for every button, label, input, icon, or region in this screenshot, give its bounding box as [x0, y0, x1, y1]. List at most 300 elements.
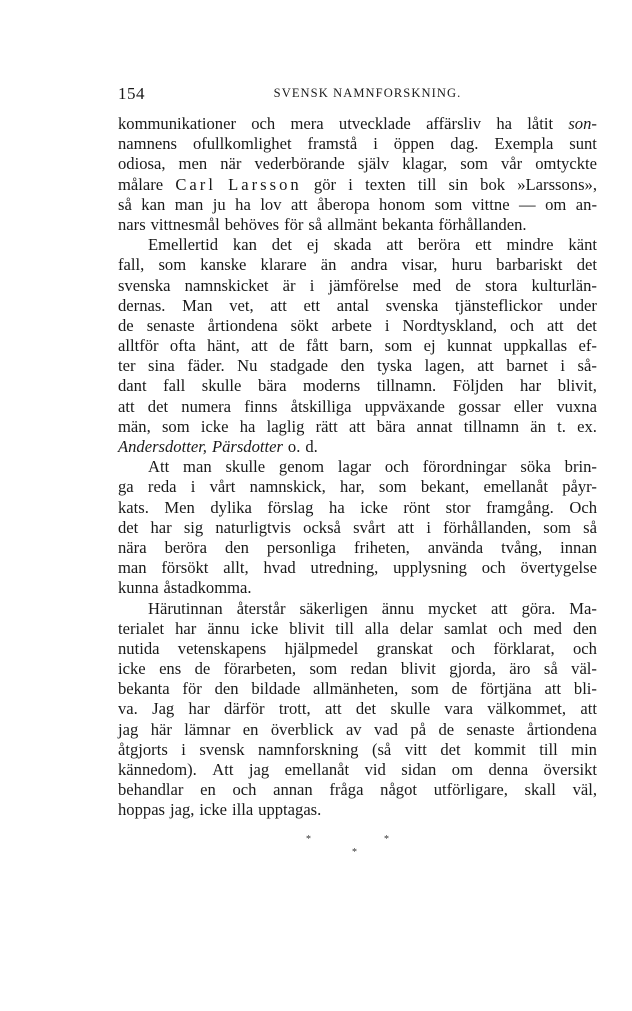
text-line: [118, 720, 597, 740]
word: låtit: [527, 114, 554, 133]
word: de: [438, 719, 455, 739]
word: namnskicket: [184, 275, 269, 295]
text-line: [118, 316, 597, 336]
word: för: [284, 214, 304, 234]
word: emellanåt: [284, 760, 350, 779]
word: vittne: [471, 194, 510, 214]
word: blivit,: [557, 376, 597, 396]
text-line: [118, 134, 597, 154]
word: män,: [118, 416, 151, 436]
word: kan: [232, 235, 257, 255]
word: sin: [448, 174, 468, 194]
text-line: [118, 195, 597, 215]
word: i: [190, 477, 196, 497]
word: kunna: [118, 578, 159, 598]
word: min: [571, 739, 597, 759]
text-line: [118, 679, 597, 699]
word: Och: [569, 497, 597, 517]
word: dylika: [210, 497, 252, 517]
word: att: [397, 517, 415, 537]
word: sidan: [401, 760, 437, 779]
word: skulle: [225, 457, 266, 477]
word: dag.: [450, 134, 479, 154]
word: ej: [423, 336, 436, 356]
word: kunnat: [447, 336, 493, 356]
word: rönt: [403, 497, 431, 517]
word: honom: [379, 194, 426, 214]
word: åtgjorts: [118, 739, 168, 759]
word: ha: [239, 416, 256, 436]
word: man: [183, 457, 212, 477]
word: att: [547, 315, 564, 335]
word: allt,: [223, 558, 249, 578]
word: vetenskapens: [177, 638, 267, 658]
word: uppväxande: [364, 396, 445, 416]
word: d.: [305, 437, 318, 456]
word: kommit: [474, 739, 526, 759]
word: dernas.: [118, 295, 166, 315]
word: utvecklade: [338, 114, 411, 133]
word: själv: [357, 154, 390, 174]
word: ett: [475, 235, 492, 255]
word: med: [412, 275, 442, 295]
word: genom: [278, 457, 325, 477]
word: de: [194, 659, 211, 679]
word: mera: [290, 114, 324, 133]
word: förslag: [267, 497, 314, 517]
word: jämförelse: [328, 275, 399, 295]
word: ga: [118, 477, 134, 497]
word: har: [519, 376, 542, 396]
word: blivit: [289, 618, 325, 638]
body-text: [118, 114, 597, 821]
word: och: [451, 638, 476, 658]
asterism-star: *: [306, 834, 311, 845]
word: och: [498, 618, 523, 638]
word: med: [533, 618, 562, 638]
text-line: [118, 477, 597, 497]
word: bekanta: [118, 679, 170, 699]
word: vad: [374, 719, 398, 739]
word: behandlar: [118, 780, 184, 800]
word: vederbörande: [254, 154, 345, 174]
word: att: [270, 295, 287, 315]
word: som: [543, 517, 571, 537]
word: ha: [496, 114, 512, 133]
text-line: [118, 599, 597, 619]
word: t.: [557, 416, 566, 436]
word: ter: [118, 356, 136, 376]
word: den: [573, 618, 597, 638]
word: årtiondena: [207, 315, 278, 335]
text-line: [118, 235, 597, 255]
word: men: [178, 154, 208, 174]
word: icke: [118, 659, 146, 679]
word: fäder.: [187, 356, 225, 376]
word: an-: [575, 194, 597, 214]
word: förklarat,: [493, 638, 555, 658]
word: i: [181, 739, 186, 759]
word: åberopa: [317, 194, 370, 214]
word: som: [158, 255, 187, 275]
word: bok: [480, 174, 506, 194]
word: lagen,: [424, 356, 465, 376]
word: Härutinnan: [148, 598, 223, 618]
text-line: [118, 417, 597, 437]
word: hoppas: [118, 800, 166, 820]
word: vitt: [404, 739, 427, 759]
word: och: [251, 114, 276, 133]
word: skulle: [201, 376, 242, 396]
word: ännu: [207, 618, 240, 638]
word: sina: [148, 356, 175, 376]
word: skulle: [390, 699, 431, 719]
word: jag: [248, 760, 270, 779]
word: som: [161, 416, 190, 436]
word: man: [174, 194, 204, 214]
word: vårt: [209, 477, 236, 497]
word: nutida: [118, 638, 160, 658]
word: lagar: [337, 457, 372, 477]
word: delar: [399, 618, 434, 638]
word: finns: [244, 396, 278, 416]
word: samlat: [444, 618, 488, 638]
word: fått: [306, 336, 329, 356]
word: uppkallas: [503, 336, 568, 356]
word: översikt: [543, 760, 597, 779]
word: åstadkomma.: [163, 578, 252, 598]
word: ett: [303, 295, 321, 315]
word: Pärsdotter: [211, 437, 283, 456]
word: också: [303, 517, 341, 537]
word: Exempla: [494, 134, 554, 154]
text-line: [118, 114, 597, 134]
word: som: [460, 154, 488, 174]
word: och: [572, 638, 597, 658]
word: trott,: [278, 699, 311, 719]
word: årtiondena: [526, 719, 597, 739]
word: till: [335, 618, 354, 638]
word: barn,: [339, 336, 374, 356]
word: personliga: [266, 537, 337, 557]
word: skall: [524, 780, 556, 800]
word: klagar,: [402, 154, 448, 174]
text-line: [118, 558, 597, 578]
word: till: [417, 174, 437, 194]
word: sökt: [290, 315, 319, 335]
word: ofullkomlighet: [192, 134, 292, 154]
word: de: [455, 275, 471, 295]
word: så: [118, 194, 132, 214]
word: senaste: [146, 315, 195, 335]
word: hvad: [263, 558, 296, 578]
text-line: [118, 498, 597, 518]
text-line: [118, 538, 597, 558]
word: förhållanden,: [443, 517, 532, 537]
word: en: [242, 719, 259, 739]
word: eller: [513, 396, 544, 416]
word: kanske: [200, 255, 247, 275]
word: tillnamn: [463, 416, 519, 436]
word: en: [200, 780, 216, 800]
word: affärsliv: [426, 114, 482, 133]
word: välkommet,: [487, 699, 567, 719]
word: bli-: [573, 679, 597, 699]
word: annat: [416, 416, 453, 436]
section-asterism: [0, 834, 632, 864]
word: Jag: [152, 699, 175, 719]
word: jag: [118, 719, 139, 739]
word: Följden: [452, 376, 504, 396]
word: Andersdotter,: [118, 437, 207, 456]
word: granskat: [376, 638, 433, 658]
text-line: [118, 175, 597, 195]
word: huru: [451, 255, 482, 275]
asterism-star: *: [352, 847, 357, 858]
word: sig: [183, 517, 204, 537]
page-header: [118, 84, 597, 106]
word: ef-: [578, 336, 597, 356]
word: förtjäna: [480, 679, 532, 699]
text-line: [118, 699, 597, 719]
word: (så: [371, 739, 392, 759]
word: har: [150, 517, 172, 537]
word: bekant,: [420, 477, 470, 497]
word: —: [519, 194, 536, 214]
word: säkerligen: [299, 598, 368, 618]
word: i: [560, 356, 565, 376]
word: den: [214, 679, 239, 699]
word: Att: [212, 760, 234, 779]
text-line: [118, 296, 597, 316]
word: namnforskning: [257, 739, 359, 759]
word: svenska: [118, 275, 171, 295]
word: ha: [235, 194, 251, 214]
word: kommunikationer: [118, 114, 236, 133]
word: påyr-: [562, 477, 597, 497]
word: barbariskt: [496, 255, 563, 275]
word: omtyckte: [535, 154, 597, 174]
word: dant: [118, 376, 147, 396]
word: återstår: [236, 598, 286, 618]
word: »Larssons»,: [517, 174, 597, 194]
word: bildade: [251, 679, 301, 699]
word: om: [545, 194, 567, 214]
word: söka: [520, 457, 551, 477]
word: laglig: [266, 416, 305, 436]
word: son-: [568, 114, 597, 133]
word: så-: [577, 356, 597, 376]
word: det: [147, 396, 169, 416]
word: de: [118, 315, 134, 335]
word: vet,: [229, 295, 254, 315]
word: tyska: [377, 356, 413, 376]
word: Ma-: [569, 598, 597, 618]
word: att: [118, 396, 135, 416]
word: och: [510, 315, 535, 335]
word: friheten,: [354, 537, 410, 557]
word: kan: [141, 194, 166, 214]
word: vittnesmål: [150, 214, 220, 234]
word: terialet: [118, 618, 165, 638]
word: hänt,: [207, 336, 240, 356]
text-line: [118, 437, 597, 457]
text-line: [118, 639, 597, 659]
word: att: [580, 699, 597, 719]
text-line: [118, 457, 597, 477]
running-head: SVENSK NAMNFORSKNING.: [273, 86, 462, 100]
word: icke: [250, 618, 279, 638]
word: stora: [485, 275, 518, 295]
word: gossar: [458, 396, 501, 416]
word: att: [490, 598, 508, 618]
word: den: [340, 356, 365, 376]
word: alltför: [118, 336, 159, 356]
word: det: [576, 255, 597, 275]
text-line: [118, 356, 597, 376]
text-line: [118, 336, 597, 356]
word: övertygelse: [520, 558, 597, 578]
word: försökt: [161, 558, 209, 578]
word: har: [188, 699, 210, 719]
word: som: [411, 679, 439, 699]
word: att: [348, 416, 366, 436]
word: tjänsteflickor: [454, 295, 543, 315]
word: därför: [224, 699, 265, 719]
word: Carl: [175, 174, 216, 194]
word: icke: [199, 800, 228, 820]
word: som: [309, 659, 338, 679]
word: alla: [364, 618, 389, 638]
word: ej: [306, 235, 319, 255]
word: vår: [500, 154, 523, 174]
word: namnskick,: [249, 477, 326, 497]
word: skada: [333, 235, 372, 255]
word: icke: [200, 416, 229, 436]
word: det: [271, 235, 293, 255]
word: klarare: [260, 255, 307, 275]
text-line: [118, 397, 597, 417]
word: mindre: [506, 235, 554, 255]
word: det: [355, 699, 377, 719]
word: emellanåt: [483, 477, 548, 497]
word: kats.: [118, 497, 149, 517]
word: att: [291, 194, 308, 214]
word: att: [251, 336, 268, 356]
word: och: [481, 558, 506, 578]
word: annan: [273, 780, 313, 800]
word: öppen: [393, 134, 435, 154]
text-line: [118, 255, 597, 275]
word: av: [345, 719, 362, 739]
word: mycket: [428, 598, 477, 618]
word: Larsson: [228, 174, 302, 194]
word: gör: [313, 174, 337, 194]
word: innan: [560, 537, 597, 557]
word: tvång,: [501, 537, 543, 557]
word: nära: [118, 537, 147, 557]
word: tillnamn.: [376, 376, 437, 396]
word: Emellertid: [148, 235, 219, 255]
text-line: [118, 740, 597, 760]
word: kännedom).: [118, 760, 197, 779]
word: numera: [181, 396, 232, 416]
word: åtskilliga: [290, 396, 352, 416]
word: lämnar: [184, 719, 231, 739]
word: förhållanden.: [438, 214, 527, 234]
text-line: [118, 376, 597, 396]
word: i: [384, 315, 390, 335]
word: denna: [488, 760, 529, 779]
word: till: [539, 739, 558, 759]
word: så: [543, 659, 558, 679]
text-line: [118, 518, 597, 538]
word: bära: [376, 416, 406, 436]
word: stor: [445, 497, 471, 517]
word: blivit: [400, 659, 436, 679]
word: väl,: [572, 780, 597, 800]
text-line: [118, 619, 597, 639]
word: kulturlän-: [531, 275, 597, 295]
word: det: [576, 315, 597, 335]
word: om: [451, 760, 473, 779]
word: för: [182, 679, 202, 699]
word: fråga: [329, 780, 364, 800]
word: här: [150, 719, 172, 739]
word: illa: [231, 800, 254, 820]
word: framstå: [307, 134, 358, 154]
word: va.: [118, 699, 138, 719]
word: beröra: [164, 537, 207, 557]
word: allmänheten,: [313, 679, 399, 699]
word: naturligtvis: [215, 517, 291, 537]
word: Att: [148, 457, 170, 477]
word: de: [279, 336, 295, 356]
word: redan: [350, 659, 388, 679]
word: ju: [212, 194, 226, 214]
text-line: [118, 800, 597, 820]
word: antal: [336, 295, 370, 315]
word: i: [348, 174, 353, 194]
word: göra.: [521, 598, 556, 618]
word: ännu: [381, 598, 415, 618]
word: och: [232, 780, 257, 800]
word: fall,: [118, 255, 145, 275]
word: icke: [360, 497, 388, 517]
word: sunt: [569, 134, 597, 154]
text-line: [118, 154, 597, 174]
word: i: [426, 517, 431, 537]
word: som: [434, 194, 463, 214]
word: vid: [364, 760, 386, 779]
word: att: [386, 235, 403, 255]
word: på: [410, 719, 427, 739]
word: vara: [444, 699, 473, 719]
word: de: [451, 679, 468, 699]
word: svenska: [385, 295, 439, 315]
word: att: [324, 699, 342, 719]
word: det: [440, 739, 461, 759]
word: reda: [147, 477, 177, 497]
word: har,: [339, 477, 365, 497]
text-line: [118, 215, 597, 235]
word: senaste: [466, 719, 515, 739]
word: är: [282, 275, 296, 295]
word: ofta: [169, 336, 196, 356]
word: äro: [509, 659, 531, 679]
word: barnet: [506, 356, 548, 376]
word: lov: [260, 194, 282, 214]
